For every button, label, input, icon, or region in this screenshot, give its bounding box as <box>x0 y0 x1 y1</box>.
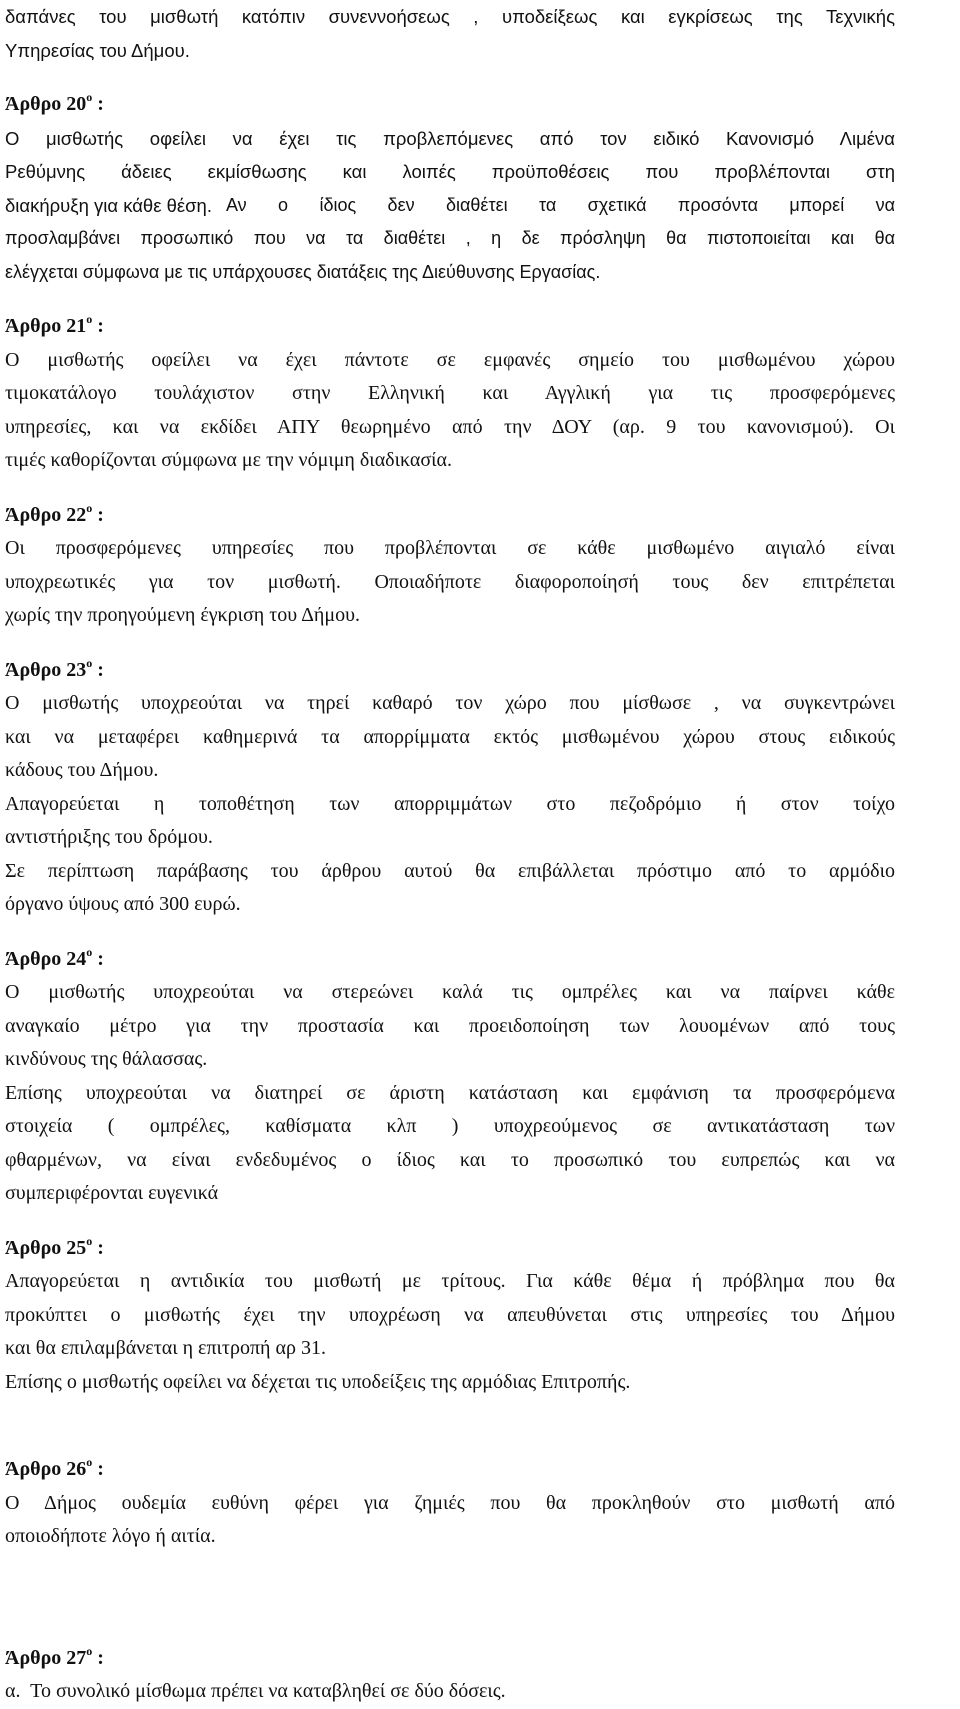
text-line: τιμοκατάλογο τουλάχιστον στην Ελληνική και Αγγλική για τις προσφερόμενες <box>5 382 895 404</box>
text-line: προσλαμβάνει προσωπικό που να τα διαθέτει , η δε πρόσληψη θα πιστοποιείται και θα <box>5 228 895 248</box>
text-line: Ο μισθωτής οφείλει να έχει τις προβλεπόμενες από τον ειδικό Κανονισμό Λιμένα <box>5 127 895 149</box>
text-line: αναγκαίο μέτρο για την προστασία και προειδοποίηση των λουομένων από τους <box>5 1014 895 1037</box>
text-line: κινδύνους της θάλασσας. <box>5 1048 208 1070</box>
text-line: Επίσης υποχρεούται να διατηρεί σε άριστη κατάσταση και εμφάνιση τα προσφερόμενα <box>5 1081 895 1104</box>
article-heading: Άρθρο $22^o$ : <box>5 500 104 526</box>
text-line: οποιοδήποτε λόγο ή αιτία. <box>5 1525 216 1547</box>
article-heading: Άρθρο $20^o$ : <box>5 90 104 115</box>
text-line: συμπεριφέρονται ευγενικά <box>5 1182 219 1204</box>
text-line: όργανο ύψους από 300 ευρώ. <box>5 893 241 915</box>
article-22 <box>5 499 895 633</box>
text-line: Ο Δήμος ουδεμία ευθύνη φέρει για ζημιές που θα προκληθούν στο μισθωτή από <box>5 1491 895 1514</box>
text-line: και να μεταφέρει καθημερινά τα απορρίμματα εκτός μισθωμένου χώρου στους ειδικούς <box>5 725 895 748</box>
text-line: τιμές καθορίζονται σύμφωνα με την νόμιμη διαδικασία. <box>5 449 452 471</box>
text-line: προκύπτει ο μισθωτής έχει την υποχρέωση να απευθύνεται στις υπηρεσίες του Δήμου <box>5 1303 895 1326</box>
text-line: Ο μισθωτής οφείλει να έχει πάντοτε σε εμφανές σημείο του μισθωμένου χώρου <box>5 348 895 371</box>
text-line: Ο μισθωτής υποχρεούται να τηρεί καθαρό τον χώρο που μίσθωσε , να συγκεντρώνει <box>5 692 895 714</box>
article-heading: Άρθρο $27^o$ : <box>5 1643 104 1669</box>
article-26 <box>5 1453 895 1554</box>
text-line: Ο μισθωτής υποχρεούται να στερεώνει καλά τις ομπρέλες και να παίρνει κάθε <box>5 981 895 1003</box>
article-heading: Άρθρο $24^o$ : <box>5 944 104 970</box>
text-fragment: Αν ο ίδιος δεν διαθέτει τα σχετικά προσόντα μπορεί να <box>225 194 895 215</box>
text-line: δαπάνες του μισθωτή κατόπιν συνεννοήσεως , υποδείξεως και εγκρίσεως της Τεχνικής <box>5 6 895 27</box>
text-line: χωρίς την προηγούμενη έγκριση του Δήμου. <box>5 604 361 626</box>
text-line: α. Το συνολικό μίσθωμα πρέπει να καταβληθεί σε δύο δόσεις. <box>5 1680 506 1702</box>
intro-paragraph <box>5 0 895 67</box>
text-line: ελέγχεται σύμφωνα με τις υπάρχουσες διατάξεις της Διεύθυνσης Εργασίας. <box>5 261 601 282</box>
text-line: Σε περίπτωση παράβασης του άρθρου αυτού θα επιβάλλεται πρόστιμο από το αρμόδιο <box>5 859 895 882</box>
text-line: αντιστήριξης του δρόμου. <box>5 826 213 848</box>
article-23 <box>5 654 895 922</box>
article-20 <box>5 88 895 289</box>
article-24 <box>5 943 895 1211</box>
text-line: Επίσης ο μισθωτής οφείλει να δέχεται τις υποδείξεις της αρμόδιας Επιτροπής. <box>5 1370 631 1393</box>
text-line: στοιχεία ( ομπρέλες, καθίσματα κλπ ) υποχρεούμενος σε αντικατάσταση των <box>5 1115 895 1137</box>
article-27 <box>5 1642 895 1709</box>
article-25 <box>5 1232 895 1400</box>
text-line: Απαγορεύεται η τοποθέτηση των απορριμμάτων στο πεζοδρόμιο ή στον τοίχο <box>5 792 895 815</box>
article-21 <box>5 310 895 478</box>
text-line: Ρεθύμνης άδειες εκμίσθωσης και λοιπές προϋποθέσεις που προβλέπονται στη <box>5 161 895 182</box>
article-heading: Άρθρο $21^o$ : <box>5 312 104 337</box>
text-line: υποχρεωτικές για τον μισθωτή. Οποιαδήποτε διαφοροποίησή τους δεν επιτρέπεται <box>5 570 895 593</box>
text-line: και θα επιλαμβάνεται η επιτροπή αρ 31. <box>5 1337 326 1359</box>
text-line <box>5 189 895 223</box>
article-heading: Άρθρο $23^o$ : <box>5 655 104 681</box>
article-heading: Άρθρο $26^o$ : <box>5 1455 104 1480</box>
text-line: Οι προσφερόμενες υπηρεσίες που προβλέπονται σε κάθε μισθωμένο αιγιαλό είναι <box>5 537 895 559</box>
document-page <box>5 0 895 1709</box>
text-line: φθαρμένων, να είναι ενδεδυμένος ο ίδιος και το προσωπικό του ευπρεπώς και να <box>5 1148 895 1171</box>
text-line: Απαγορεύεται η αντιδικία του μισθωτή με τρίτους. Για κάθε θέμα ή πρόβλημα που θα <box>5 1270 895 1292</box>
text-fragment: διακήρυξη για κάθε θέση. <box>5 194 212 216</box>
text-line: Υπηρεσίας του Δήμου. <box>5 39 190 61</box>
text-line: υπηρεσίες, και να εκδίδει ΑΠΥ θεωρημένο από την ΔΟΥ (αρ. 9 του κανονισμού). Οι <box>5 415 895 438</box>
article-heading: Άρθρο $25^o$ : <box>5 1233 104 1259</box>
text-line: κάδους του Δήμου. <box>5 759 159 781</box>
